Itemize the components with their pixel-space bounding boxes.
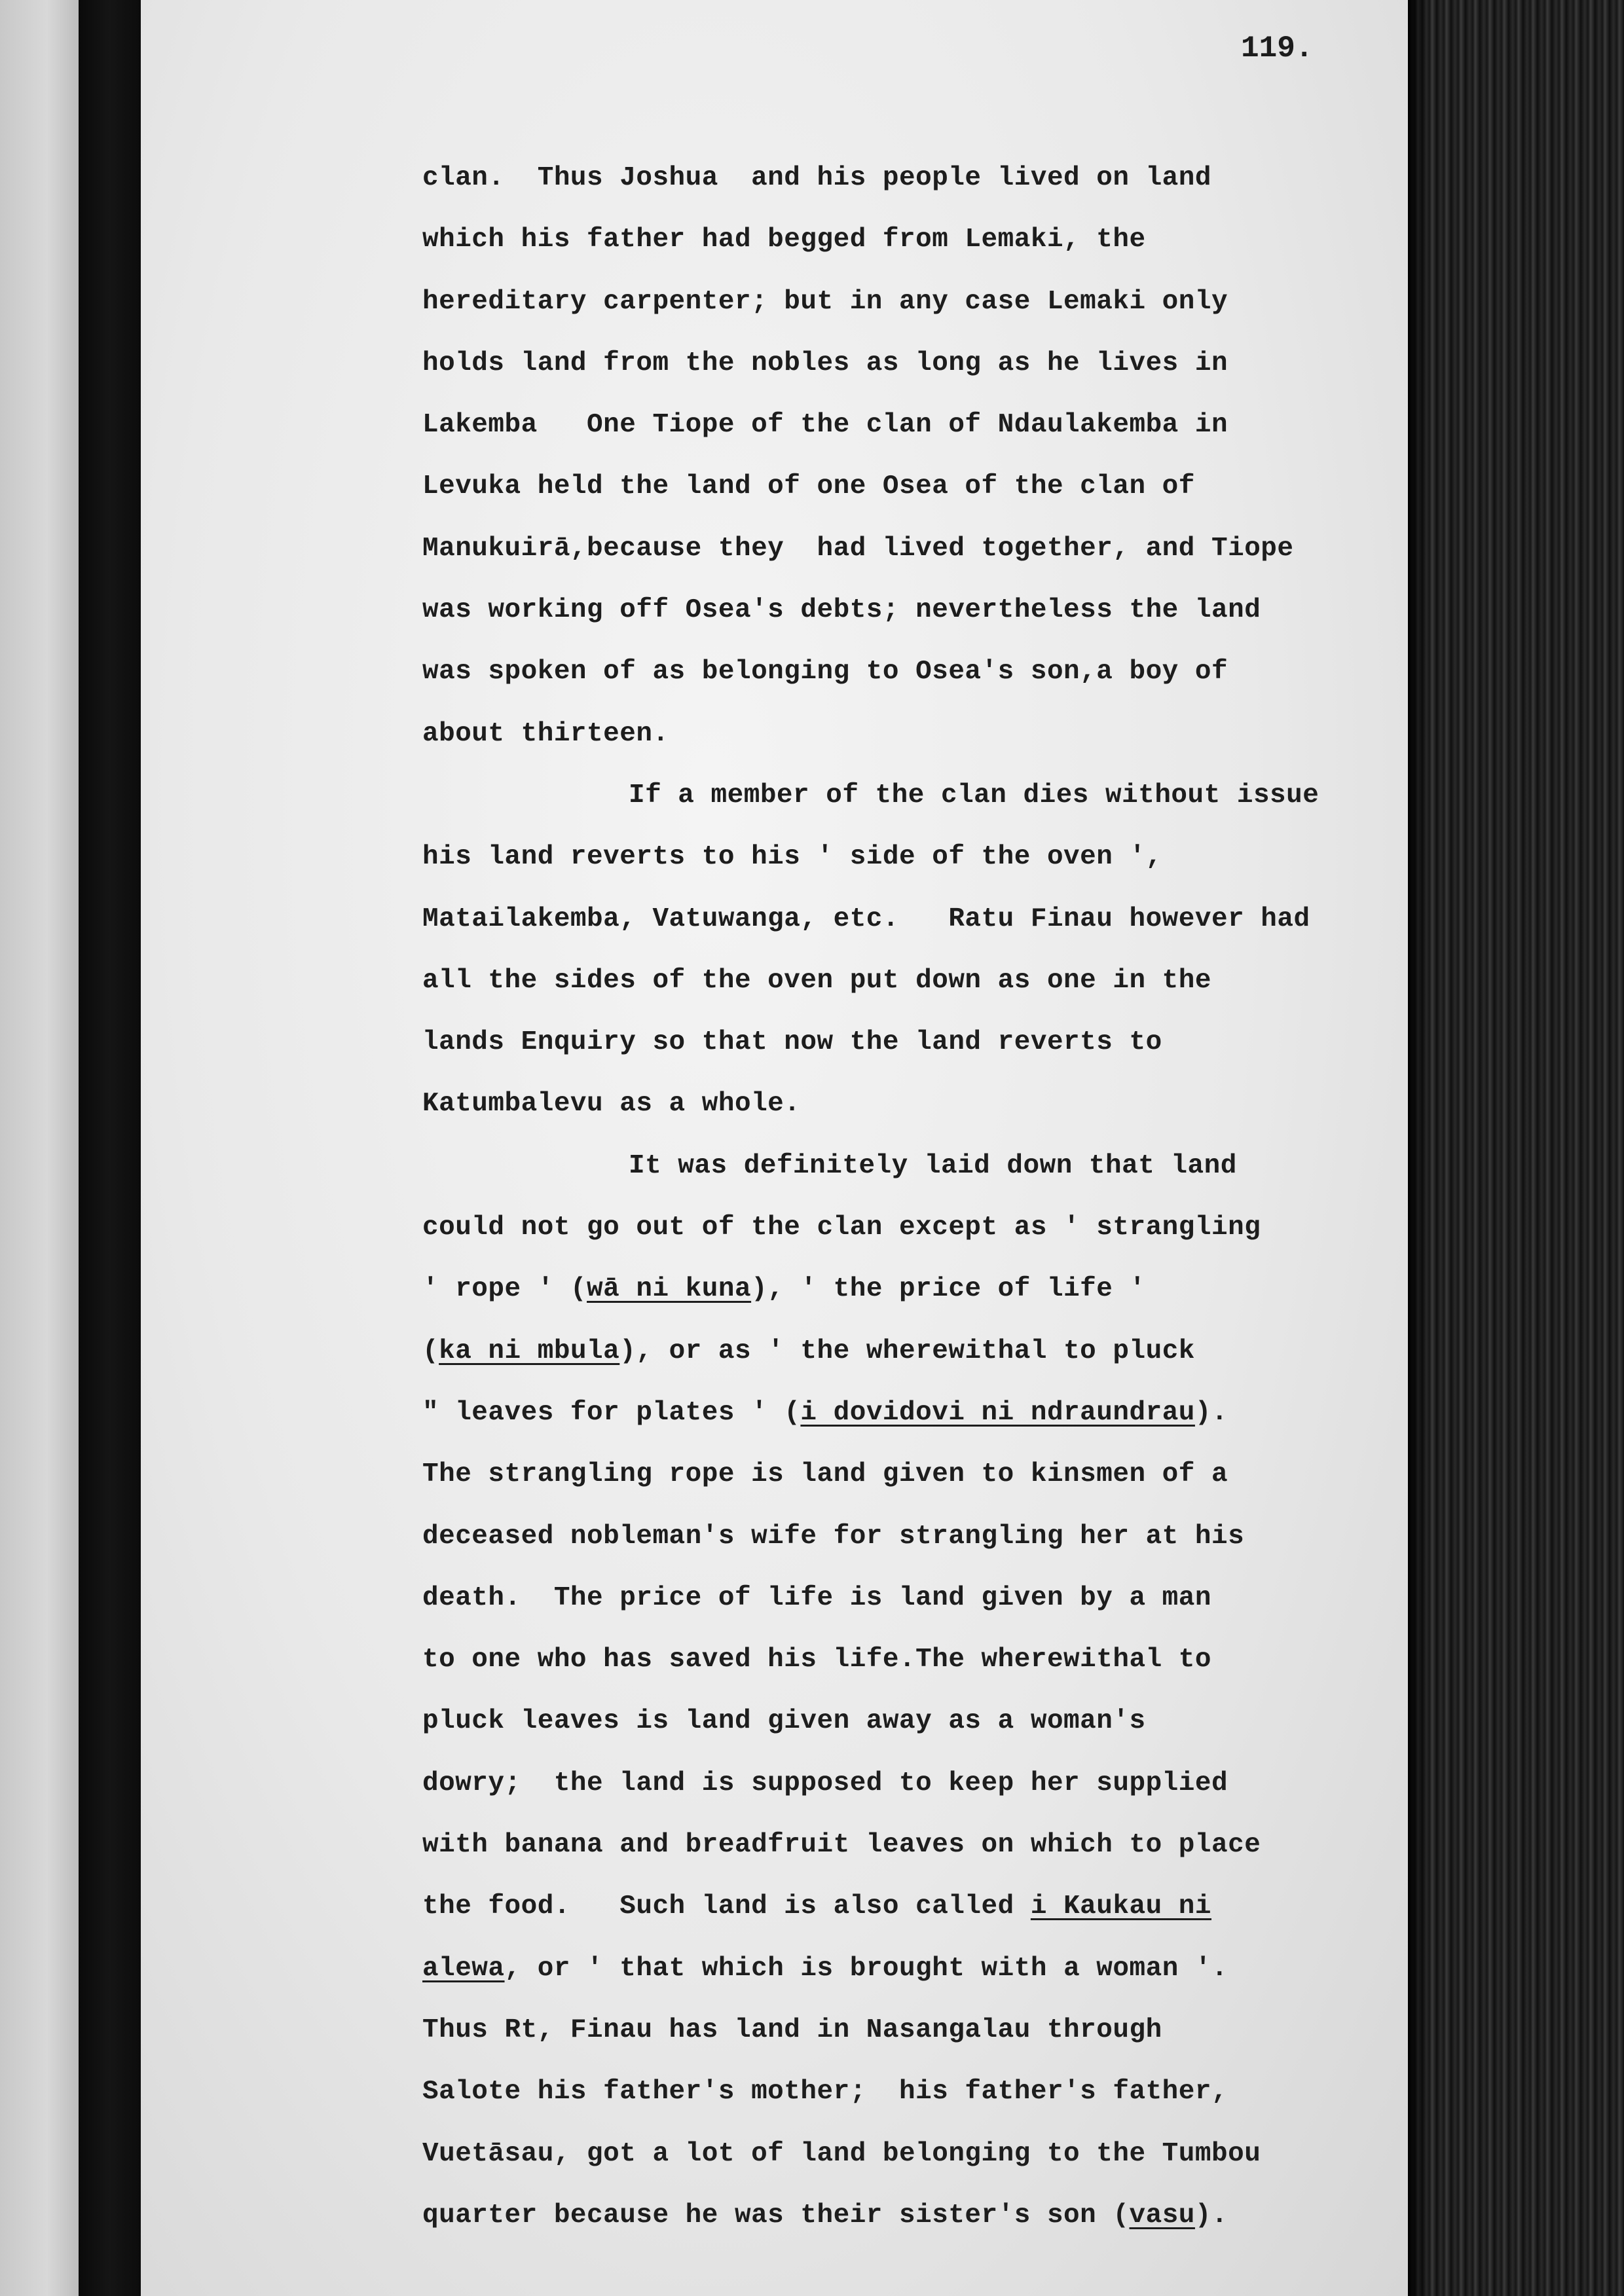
text-line: which his father had begged from Lemaki, the	[422, 225, 1146, 255]
text-line: Levuka held the land of one Osea of the clan of	[422, 471, 1195, 502]
left-binding-shadow	[79, 0, 141, 2296]
page-number: 119.	[1241, 31, 1314, 65]
body-text	[422, 147, 1405, 2246]
text-line-paragraph-start: It was definitely laid down that land	[629, 1150, 1237, 1181]
right-binding-edge	[1408, 0, 1624, 2296]
text-line: deceased nobleman's wife for strangling her at his	[422, 1521, 1245, 1552]
text-line: to one who has saved his life.The wherewithal to	[422, 1645, 1211, 1675]
text-line: quarter because he was their sister's son (vasu).	[422, 2200, 1228, 2231]
underlined-term: ka ni mbula	[439, 1336, 620, 1366]
text-line: lands Enquiry so that now the land reverts to	[422, 1027, 1162, 1058]
underlined-term: i dovidovi ni ndraundrau	[800, 1397, 1195, 1428]
text-line: Salote his father's mother; his father's father,	[422, 2077, 1228, 2107]
text-line: about thirteen.	[422, 718, 669, 749]
text-line: Lakemba One Tiope of the clan of Ndaulakemba in	[422, 410, 1228, 441]
text-line: pluck leaves is land given away as a woman's	[422, 1706, 1146, 1737]
text-line: with banana and breadfruit leaves on which to place	[422, 1830, 1261, 1861]
text-line: ' rope ' (wā ni kuna), ' the price of life '	[422, 1274, 1146, 1305]
text-line: Katumbalevu as a whole.	[422, 1089, 801, 1120]
text-line: (ka ni mbula), or as ' the wherewithal to pluck	[422, 1336, 1195, 1366]
underlined-term: vasu	[1129, 2200, 1195, 2231]
left-margin	[0, 0, 79, 2296]
text-line: " leaves for plates ' (i dovidovi ni ndraundrau).	[422, 1397, 1228, 1428]
text-line: holds land from the nobles as long as he lives in	[422, 348, 1228, 378]
text-line: Matailakemba, Vatuwanga, etc. Ratu Finau however had	[422, 903, 1310, 934]
text-line: could not go out of the clan except as ' strangling	[422, 1212, 1261, 1243]
text-line: Thus Rt, Finau has land in Nasangalau through	[422, 2014, 1162, 2045]
text-line: the food. Such land is also called i Kaukau ni	[422, 1891, 1212, 1922]
text-line: death. The price of life is land given by a man	[422, 1582, 1211, 1613]
underlined-term: wā ni kuna	[587, 1274, 752, 1305]
underlined-term: i Kaukau ni	[1030, 1891, 1212, 1922]
text-line: The strangling rope is land given to kinsmen of a	[422, 1459, 1228, 1490]
text-line: all the sides of the oven put down as one in the	[422, 965, 1211, 996]
text-line: was spoken of as belonging to Osea's son,a boy of	[422, 657, 1228, 687]
text-line: alewa, or ' that which is brought with a woman '.	[422, 1953, 1228, 1984]
text-line: dowry; the land is supposed to keep her supplied	[422, 1768, 1228, 1798]
text-line: clan. Thus Joshua and his people lived on land	[422, 163, 1211, 193]
text-line: was working off Osea's debts; nevertheless the land	[422, 595, 1261, 626]
text-line: his land reverts to his ' side of the oven ',	[422, 842, 1162, 873]
underlined-term: alewa	[422, 1953, 505, 1984]
text-line: Vuetāsau, got a lot of land belonging to the Tumbou	[422, 2138, 1261, 2169]
text-line: Manukuirā,because they had lived together, and Tiope	[422, 533, 1294, 564]
text-line: hereditary carpenter; but in any case Lemaki only	[422, 286, 1228, 317]
text-line-paragraph-start: If a member of the clan dies without issue	[629, 780, 1320, 811]
